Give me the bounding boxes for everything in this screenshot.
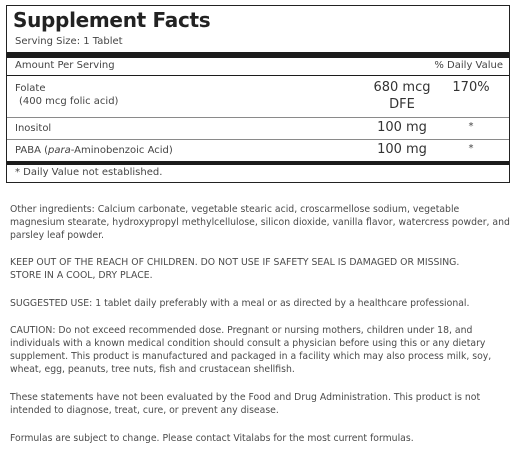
- warning-line-2: STORE IN A COOL, DRY PLACE.: [10, 270, 153, 281]
- folate-amount: 680 mcg: [373, 80, 431, 95]
- row-divider: [7, 117, 509, 118]
- footnote: * Daily Value not established.: [15, 167, 163, 178]
- inositol-name: Inositol: [15, 123, 52, 134]
- serving-size: Serving Size: 1 Tablet: [15, 36, 123, 47]
- thick-divider: [7, 52, 509, 58]
- formulas-note: Formulas are subject to change. Please contact Vitalabs for the most current formulas.: [10, 433, 414, 444]
- folate-name: Folate: [15, 83, 46, 94]
- caution: CAUTION: Do not exceed recommended dose. Pregnant or nursing mothers, children under 18, and individuals with a known medical condition should consult a physician before using this or any dietary supplement. This product is manufactured and packaged in a facility which may also process milk, soy, wheat, egg, peanuts, tree nuts, fish and crustacean shellfish.: [10, 325, 492, 375]
- bottom-thick-divider: [7, 161, 509, 165]
- header-divider: [7, 75, 509, 76]
- paba-dv: *: [468, 143, 474, 154]
- fda-disclaimer: These statements have not been evaluated by the Food and Drug Administration. This product is not intended to diagnose, treat, cure, or prevent any disease.: [10, 392, 481, 416]
- warning-text: [10, 256, 510, 282]
- warning-line-1: KEEP OUT OF THE REACH OF CHILDREN. DO NOT USE IF SAFETY SEAL IS DAMAGED OR MISSING.: [10, 257, 460, 268]
- folate-sub: (400 mcg folic acid): [19, 96, 119, 107]
- paba-amount: 100 mg: [377, 142, 427, 157]
- supplement-facts-panel: [6, 5, 510, 183]
- row-divider: [7, 139, 509, 140]
- paba-name-italic: para: [48, 145, 71, 156]
- other-ingredients: Other ingredients: Calcium carbonate, vegetable stearic acid, croscarmellose sodium, vegetable magnesium stearate, hydroxypropyl methylcellulose, silicon dioxide, vanilla flavor, watercress powder, and parsley leaf powder.: [10, 204, 510, 241]
- amount-per-serving-header: Amount Per Serving: [15, 60, 115, 71]
- paba-name-suffix: -Aminobenzoic Acid): [70, 145, 173, 156]
- folate-dv: 170%: [452, 80, 490, 95]
- daily-value-header: % Daily Value: [434, 60, 503, 71]
- panel-title: Supplement Facts: [13, 8, 211, 32]
- inositol-amount: 100 mg: [377, 120, 427, 135]
- inositol-dv: *: [468, 121, 474, 132]
- paba-name-prefix: PABA (: [15, 145, 49, 156]
- folate-amount-unit: DFE: [389, 97, 415, 112]
- suggested-use: SUGGESTED USE: 1 tablet daily preferably with a meal or as directed by a healthcare professional.: [10, 298, 470, 309]
- paba-name: [15, 145, 173, 156]
